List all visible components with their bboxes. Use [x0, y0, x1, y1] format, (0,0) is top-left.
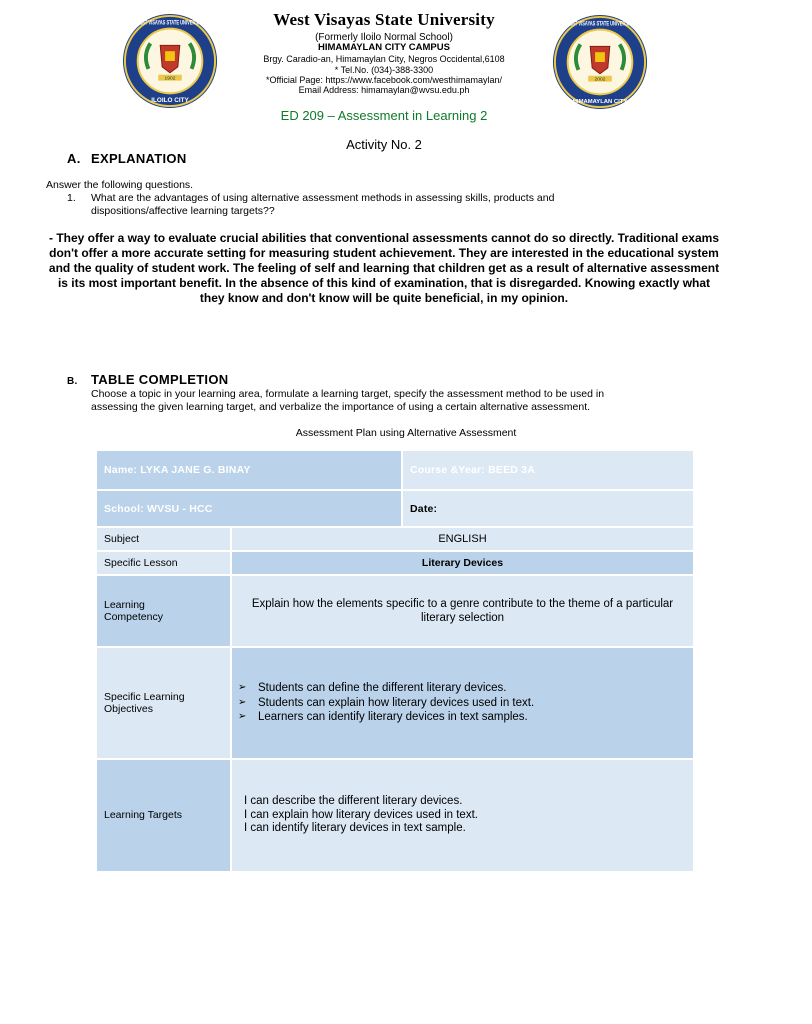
subject-label: Subject — [97, 528, 230, 550]
university-name: West Visayas State University — [273, 10, 495, 29]
seal-left-ring-bottom: ILOILO CITY — [151, 97, 189, 105]
question-line-2: dispositions/affective learning targets?? — [91, 205, 275, 217]
learning-targets-value — [232, 760, 693, 871]
date-cell: Date: — [403, 491, 693, 526]
learning-competency-value: Explain how the elements specific to a genre contribute to the theme of a particular literary selection — [232, 576, 693, 646]
question-line-1: What are the advantages of using alternative assessment methods in assessing skills, products and — [91, 192, 555, 204]
activity-title: Activity No. 2 — [346, 137, 422, 152]
section-b-letter: B. — [67, 376, 78, 387]
campus-address: Brgy. Caradio-an, Himamaylan City, Negros Occidental,6108 — [263, 54, 505, 64]
section-a-heading — [67, 151, 187, 166]
assessment-plan-title: Assessment Plan using Alternative Assessment — [295, 427, 517, 439]
telephone-number: * Tel.No. (034)-388-3300 — [334, 65, 434, 75]
section-b-heading — [67, 372, 228, 387]
school-cell: School: WVSU - HCC — [97, 491, 401, 526]
section-a-letter: A. — [67, 151, 81, 166]
target-item: I can identify literary devices in text sample. — [244, 822, 466, 835]
campus-name: HIMAMAYLAN CITY CAMPUS — [318, 42, 450, 53]
explanation-answer: - They offer a way to evaluate crucial abilities that conventional assessments cannot do so directly. Traditional exams don't offer a more accurate setting for measuring student achievement. They are interested in the educational system and the quality of student work. The feeling of self and learning that children get as a result of alternative assessment is its most important benefit. In the absence of this kind of examination, that is disregarded. Knowing exactly what they know and don't know will be quite beneficial, in my opinion. — [48, 231, 720, 305]
specific-objectives-label: Specific Learning Objectives — [97, 648, 230, 758]
seal-right-ring-bottom: HIMAMAYLAN CITY — [572, 99, 628, 106]
email-address: Email Address: himamaylan@wvsu.edu.ph — [298, 85, 470, 95]
official-page: *Official Page: https://www.facebook.com/westhimamaylan/ — [266, 75, 502, 85]
learning-targets-label: Learning Targets — [97, 760, 230, 871]
formerly-line: (Formerly Iloilo Normal School) — [315, 32, 453, 43]
target-item: I can explain how literary devices used in text. — [244, 808, 478, 821]
section-b-instruction-line-2: assessing the given learning target, and verbalize the importance of using a certain alternative assessment. — [91, 401, 591, 413]
objective-item: ➢ Students can define the different literary devices. — [232, 681, 534, 696]
name-cell: Name: LYKA JANE G. BINAY — [97, 451, 401, 489]
section-a-instruction: Answer the following questions. — [46, 179, 194, 191]
section-a-title: EXPLANATION — [91, 151, 187, 166]
specific-lesson-label: Specific Lesson — [97, 552, 230, 574]
learning-competency-label: Learning Competency — [97, 576, 230, 646]
course-year-cell: Course &Year: BEED 3A — [403, 451, 693, 489]
section-b-title: TABLE COMPLETION — [91, 372, 229, 387]
objective-item: ➢ Learners can identify literary devices in text samples. — [232, 710, 534, 725]
section-b-instruction-line-1: Choose a topic in your learning area, formulate a learning target, specify the assessment method to be used in — [91, 388, 605, 400]
seal-left-ring-text: WEST VISAYAS STATE UNIVERSITY — [135, 19, 205, 27]
seal-right-ring-text: WEST VISAYAS STATE UNIVERSITY — [565, 20, 635, 28]
seal-right-year: 2002 — [594, 77, 606, 83]
subject-value: ENGLISH — [232, 528, 693, 550]
objective-item: ➢ Students can explain how literary devices used in text. — [232, 696, 534, 711]
target-item: I can describe the different literary devices. — [244, 795, 463, 808]
specific-lesson-value: Literary Devices — [232, 552, 693, 574]
specific-objectives-value — [232, 648, 693, 758]
question-number: 1. — [67, 192, 76, 204]
course-title: ED 209 – Assessment in Learning 2 — [280, 108, 488, 123]
seal-left-year: 1902 — [164, 76, 176, 82]
